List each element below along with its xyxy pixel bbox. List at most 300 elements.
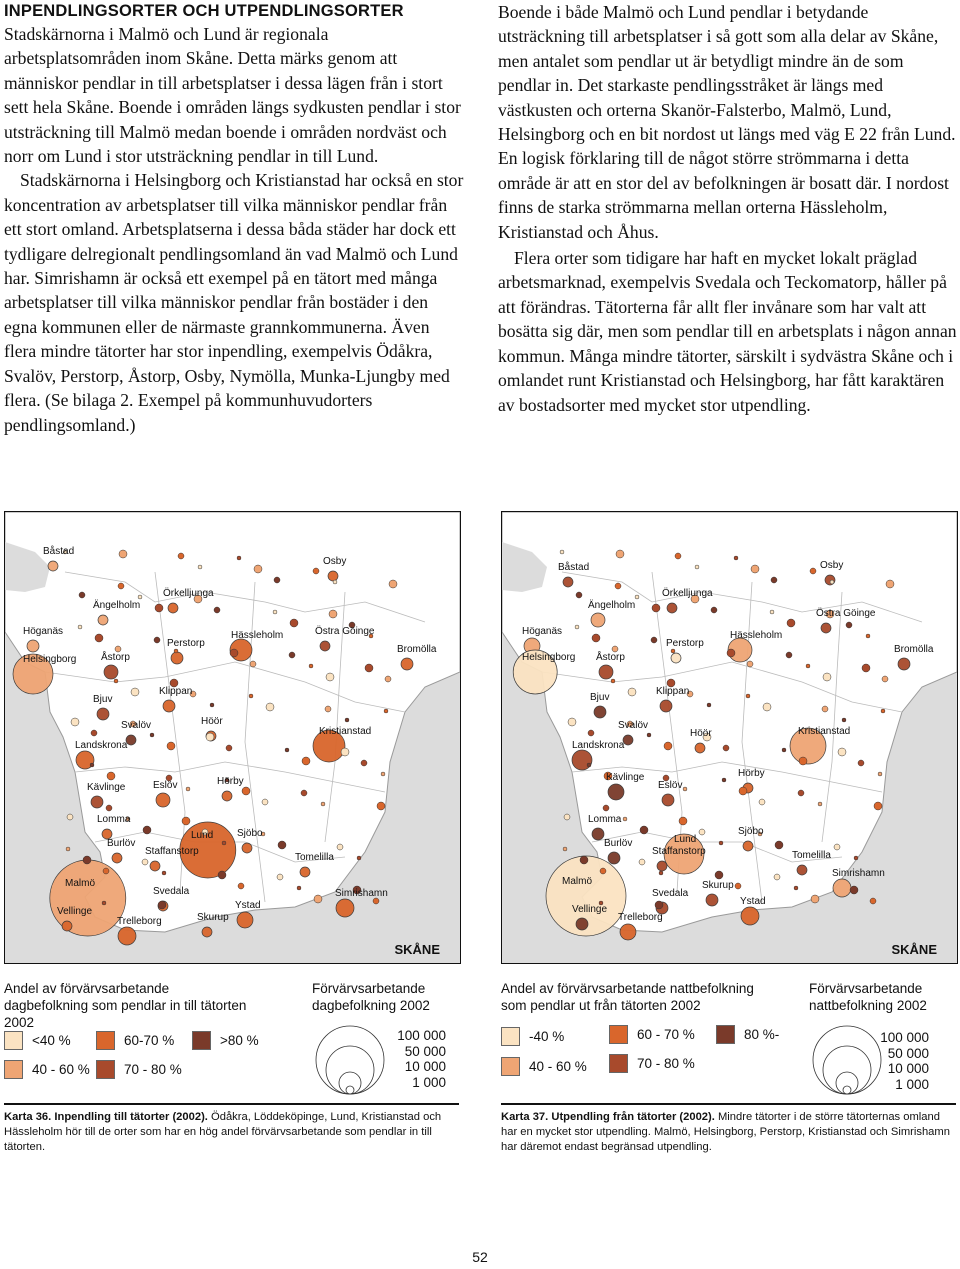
town-label: Malmö xyxy=(562,876,593,887)
small-town-symbol xyxy=(862,664,870,672)
legend-swatch xyxy=(4,1060,23,1079)
town-symbol xyxy=(27,640,39,652)
small-town-symbol xyxy=(727,649,735,657)
small-town-symbol xyxy=(155,604,163,612)
small-town-symbol xyxy=(78,625,82,629)
small-town-symbol xyxy=(206,733,214,741)
small-town-symbol xyxy=(639,859,645,865)
small-town-symbol xyxy=(830,580,834,584)
small-town-symbol xyxy=(734,556,738,560)
small-town-symbol xyxy=(385,676,391,682)
town-label: Bromölla xyxy=(894,644,934,655)
legend-swatch xyxy=(96,1060,115,1079)
small-town-symbol xyxy=(854,856,858,860)
town-label: Lund xyxy=(674,834,697,845)
small-town-symbol xyxy=(214,607,220,613)
town-symbol xyxy=(898,658,910,670)
town-label: Perstorp xyxy=(666,638,704,649)
town-label: Båstad xyxy=(558,562,590,573)
small-town-symbol xyxy=(222,841,226,845)
left-paragraph-2: Stadskärnorna i Helsingborg och Kristianstad har också en stor koncentration av arbetsplatser till vilka människor pendlar från ett stort omland. Arbetsplatserna i dessa båda städer har dock ett tydligare delregionalt pendlingsomland än vad Malmö och Lund har. Simrishamn är också ett exempel på en tätort med många arbetsplatser till vilka människor pendlar från bostäder i den egna kommunen eller de närmaste grannkommunerna. Även flera mindre tätorter har stor inpendling, exempelvis Ödåkra, Svalöv, Perstorp, Åstorp, Osby, Nymölla, Munka-Ljungby med flera. (Se bilaga 2. Exempel på kommunhuvudorters pendlingsomland.) xyxy=(4,170,464,435)
town-symbol xyxy=(320,641,330,651)
small-town-symbol xyxy=(150,733,154,737)
legend-label: 70 - 80 % xyxy=(124,1062,182,1077)
town-label: Lomma xyxy=(588,814,622,825)
small-town-symbol xyxy=(719,841,723,845)
small-town-symbol xyxy=(799,757,807,765)
town-label: Åstorp xyxy=(101,652,130,663)
town-symbol xyxy=(91,796,103,808)
caption-text: Ödåkra, Löddeköpinge, Lund, Kristianstad och Hässleholm hör till de orter som har en hög andel förvärvsarbetande som pendlar in till tätorten. xyxy=(4,1111,442,1153)
small-town-symbol xyxy=(707,703,711,707)
town-label: Bjuv xyxy=(93,694,113,705)
town-label: Östra Göinge xyxy=(816,608,876,619)
legend-label: 40 - 60 % xyxy=(32,1062,90,1077)
small-town-symbol xyxy=(325,706,331,712)
small-town-symbol xyxy=(659,871,663,875)
small-town-symbol xyxy=(262,799,268,805)
town-label: Simrishamn xyxy=(335,888,388,899)
town-symbol xyxy=(576,918,588,930)
small-town-symbol xyxy=(846,622,852,628)
town-label: Svalöv xyxy=(618,720,649,731)
small-town-symbol xyxy=(722,778,726,782)
small-town-symbol xyxy=(226,745,232,751)
small-town-symbol xyxy=(671,649,675,653)
legend-label: 70 - 80 % xyxy=(637,1056,695,1071)
small-town-symbol xyxy=(782,748,786,752)
town-symbol xyxy=(706,894,718,906)
town-symbol xyxy=(237,912,253,928)
town-symbol xyxy=(620,924,636,940)
small-town-symbol xyxy=(79,592,85,598)
small-town-symbol xyxy=(119,550,127,558)
small-town-symbol xyxy=(810,568,816,574)
small-town-symbol xyxy=(337,844,343,850)
town-label: Hörby xyxy=(217,776,244,787)
town-label: Höör xyxy=(690,728,712,739)
town-label: Sjöbo xyxy=(738,826,764,837)
legend-swatch xyxy=(96,1031,115,1050)
small-town-symbol xyxy=(384,709,388,713)
caption-title: Karta 37. Utpendling från tätorter (2002). xyxy=(501,1111,715,1123)
town-symbol xyxy=(660,700,672,712)
town-symbol xyxy=(150,861,160,871)
small-town-symbol xyxy=(249,694,253,698)
small-town-symbol xyxy=(389,580,397,588)
town-symbol xyxy=(667,603,677,613)
small-town-symbol xyxy=(560,550,564,554)
town-symbol xyxy=(104,665,118,679)
caption-text: Mindre tätorter i de större tätorternas omland har en mycket stor utpendling. Malmö, Helsingborg, Perstorp, Kristianstad och Simrishamn har däremot endast begränsad utpendling. xyxy=(501,1111,950,1153)
small-town-symbol xyxy=(811,895,819,903)
small-town-symbol xyxy=(640,826,648,834)
small-town-symbol xyxy=(747,661,753,667)
town-label: Hörby xyxy=(738,768,765,779)
small-town-symbol xyxy=(823,673,831,681)
map-right-svg xyxy=(502,512,957,963)
small-town-symbol xyxy=(886,580,894,588)
town-symbol xyxy=(591,613,605,627)
small-town-symbol xyxy=(91,730,97,736)
town-label: Vellinge xyxy=(572,904,608,915)
town-label: Osby xyxy=(323,556,347,567)
small-town-symbol xyxy=(381,772,385,776)
small-town-symbol xyxy=(345,718,349,722)
town-symbol xyxy=(599,665,613,679)
small-town-symbol xyxy=(143,826,151,834)
small-town-symbol xyxy=(289,652,295,658)
small-town-symbol xyxy=(102,901,106,905)
small-town-symbol xyxy=(242,787,250,795)
legend-size-title: Förvärvsarbetande nattbefolkning 2002 xyxy=(809,981,927,1013)
legend-label: >80 % xyxy=(220,1033,259,1048)
small-town-symbol xyxy=(326,673,334,681)
small-town-symbol xyxy=(739,787,747,795)
small-town-symbol xyxy=(377,802,385,810)
small-town-symbol xyxy=(154,637,160,643)
town-label: Höör xyxy=(201,716,223,727)
small-town-symbol xyxy=(616,550,624,558)
town-label: Bromölla xyxy=(397,644,437,655)
town-label: Landskrona xyxy=(75,740,128,751)
town-symbol xyxy=(171,652,183,664)
town-symbol xyxy=(48,561,58,571)
small-town-symbol xyxy=(114,679,118,683)
small-town-symbol xyxy=(775,841,783,849)
town-symbol xyxy=(657,861,667,871)
small-town-symbol xyxy=(576,592,582,598)
small-town-symbol xyxy=(623,817,627,821)
town-label: Kävlinge xyxy=(606,772,645,783)
town-label: Helsingborg xyxy=(522,652,576,663)
right-paragraph-2: Flera orter som tidigare har haft en mycket lokalt präglad arbetsmarknad, exempelvis Svedala och Teckomatorp, håller på att förändras. Tätorterna får allt fler invånare som har valt att bosätta sig där, men som pendlar till en arbetsplats i någon annan kommun. Många mindre tätorter, särskilt i sydvästra Skåne och i omlandet runt Kristianstad och Helsingborg, har fått karaktären av bostadsorter med mycket stor utpendling. xyxy=(498,248,957,415)
small-town-symbol xyxy=(564,814,570,820)
town-symbol xyxy=(662,794,674,806)
town-symbol xyxy=(695,743,705,753)
town-symbol xyxy=(797,865,807,875)
town-label: Landskrona xyxy=(572,740,625,751)
map-utpendling xyxy=(501,511,958,964)
town-symbol xyxy=(126,735,136,745)
small-town-symbol xyxy=(850,886,858,894)
small-town-symbol xyxy=(71,718,79,726)
town-symbol xyxy=(563,577,573,587)
small-town-symbol xyxy=(592,634,600,642)
small-town-symbol xyxy=(699,829,705,835)
town-symbol xyxy=(741,907,759,925)
legend-title: Andel av förvärvsarbetande nattbefolkning som pendlar ut från tätorten 2002 xyxy=(501,981,754,1013)
region-skane-logo: SKÅNE xyxy=(394,942,440,957)
size-label: 10 000 xyxy=(887,1061,929,1076)
legend-swatch xyxy=(501,1057,520,1076)
right-paragraph-1: Boende i både Malmö och Lund pendlar i betydande utsträckning till arbetsplatser i så gott som alla delar av Skåne, men antalet som pendlar ut är betydligt mindre än de som pendlar in. Det starkaste pendlingsstråket är längs med västkusten och orterna Skanör-Falsterbo, Malmö, Lund, Helsingborg och en bit nordost ut längs med väg E 22 från Lund. En logisk förklaring till de något större strömmarna i detta område är att en stor del av befolkningen är bosatt där. I nordost finns de starka strömmarna mellan orterna Hässleholm, Kristianstad och Åhus. xyxy=(498,2,956,242)
small-town-symbol xyxy=(278,841,286,849)
small-town-symbol xyxy=(167,742,175,750)
page-number: 52 xyxy=(472,1249,488,1265)
town-symbol xyxy=(328,571,338,581)
small-town-symbol xyxy=(138,595,142,599)
small-town-symbol xyxy=(365,664,373,672)
town-symbol xyxy=(163,700,175,712)
small-town-symbol xyxy=(302,757,310,765)
legend-size-labels xyxy=(875,1030,929,1092)
small-town-symbol xyxy=(878,772,882,776)
small-town-symbol xyxy=(198,565,202,569)
legend-label: <40 % xyxy=(32,1033,71,1048)
town-label: Svedala xyxy=(153,886,190,897)
map-inpendling xyxy=(4,511,461,964)
legend-swatch xyxy=(609,1054,628,1073)
left-paragraph-1: Stadskärnorna i Malmö och Lund är regionala arbetsplatsområden inom Skåne. Detta märks genom att människor pendlar in till arbetsplatser i dessa lägen från i stort sett hela Skåne. Boende i områden längs sydkusten pendlar i stor utsträckning till Malmö medan boende i områden nordväst och norr om Lund i stor utsträckning pendlar in till Lund. xyxy=(4,24,461,167)
legend-swatch xyxy=(609,1025,628,1044)
caption-rule xyxy=(4,1103,459,1105)
small-town-symbol xyxy=(774,874,780,880)
small-town-symbol xyxy=(787,619,795,627)
town-symbol xyxy=(50,860,126,936)
town-label: Tomelilla xyxy=(295,852,334,863)
legend-label: -40 % xyxy=(529,1029,565,1044)
town-symbol xyxy=(833,879,851,897)
caption-title: Karta 36. Inpendling till tätorter (2002). xyxy=(4,1111,208,1123)
small-town-symbol xyxy=(107,772,115,780)
legend-swatch xyxy=(192,1031,211,1050)
town-label: Tomelilla xyxy=(792,850,831,861)
town-symbol xyxy=(242,843,252,853)
small-town-symbol xyxy=(182,817,190,825)
small-town-symbol xyxy=(794,886,798,890)
small-town-symbol xyxy=(675,553,681,559)
small-town-symbol xyxy=(178,553,184,559)
small-town-symbol xyxy=(357,856,361,860)
small-town-symbol xyxy=(277,874,283,880)
town-label: Kävlinge xyxy=(87,782,126,793)
small-town-symbol xyxy=(321,802,325,806)
small-town-symbol xyxy=(568,718,576,726)
small-town-symbol xyxy=(881,709,885,713)
caption-left xyxy=(4,1110,459,1155)
small-town-symbol xyxy=(806,664,810,668)
town-label: Ängelholm xyxy=(588,600,636,611)
size-label: 100 000 xyxy=(880,1030,929,1045)
small-town-symbol xyxy=(652,604,660,612)
small-town-symbol xyxy=(695,565,699,569)
town-symbol xyxy=(202,927,212,937)
small-town-symbol xyxy=(237,556,241,560)
size-label: 1 000 xyxy=(895,1076,929,1092)
legend-label: 60 - 70 % xyxy=(637,1027,695,1042)
town-label: Staffanstorp xyxy=(652,846,706,857)
town-label: Höganäs xyxy=(23,626,64,637)
small-town-symbol xyxy=(218,871,226,879)
town-label: Åstorp xyxy=(596,652,625,663)
small-town-symbol xyxy=(142,859,148,865)
small-town-symbol xyxy=(309,664,313,668)
small-town-symbol xyxy=(131,688,139,696)
town-symbol xyxy=(743,841,753,851)
town-label: Örkelljunga xyxy=(163,588,214,599)
size-label: 50 000 xyxy=(887,1045,929,1061)
town-label: Staffanstorp xyxy=(145,846,199,857)
small-town-symbol xyxy=(297,886,301,890)
town-label: Perstorp xyxy=(167,638,205,649)
town-label: Simrishamn xyxy=(832,868,885,879)
town-label: Lomma xyxy=(97,814,131,825)
town-symbol xyxy=(608,852,620,864)
legend-swatch xyxy=(4,1031,23,1050)
legend-size-title: Förvärvsarbetande dagbefolkning 2002 xyxy=(312,981,430,1013)
town-label: Osby xyxy=(820,560,844,571)
small-town-symbol xyxy=(341,748,349,756)
small-town-symbol xyxy=(834,844,840,850)
small-town-symbol xyxy=(103,868,109,874)
town-symbol xyxy=(608,784,624,800)
town-label: Ystad xyxy=(740,896,766,907)
small-town-symbol xyxy=(611,679,615,683)
town-label: Båstad xyxy=(43,546,75,557)
small-town-symbol xyxy=(763,703,771,711)
town-label: Vellinge xyxy=(57,906,93,917)
town-label: Burlöv xyxy=(604,838,633,849)
town-label: Höganäs xyxy=(522,626,563,637)
size-label: 100 000 xyxy=(397,1028,446,1043)
town-symbol xyxy=(671,653,681,663)
small-town-symbol xyxy=(683,787,687,791)
small-town-symbol xyxy=(285,748,289,752)
town-symbol xyxy=(821,623,831,633)
section-heading: INPENDLINGSORTER OCH UTPENDLINGSORTER xyxy=(4,2,404,20)
small-town-symbol xyxy=(751,565,759,573)
town-symbol xyxy=(592,828,604,840)
small-town-symbol xyxy=(882,676,888,682)
small-town-symbol xyxy=(250,661,256,667)
small-town-symbol xyxy=(723,745,729,751)
small-town-symbol xyxy=(313,568,319,574)
region-skane-logo: SKÅNE xyxy=(891,942,937,957)
small-town-symbol xyxy=(238,883,244,889)
town-symbol xyxy=(300,867,310,877)
left-text-column xyxy=(4,0,464,437)
small-town-symbol xyxy=(858,760,864,766)
small-town-symbol xyxy=(329,610,337,618)
small-town-symbol xyxy=(647,733,651,737)
caption-rule xyxy=(501,1103,956,1105)
right-text-column xyxy=(498,0,958,417)
small-town-symbol xyxy=(83,856,91,864)
small-town-symbol xyxy=(603,805,609,811)
small-town-symbol xyxy=(588,730,594,736)
small-town-symbol xyxy=(866,634,870,638)
town-symbol xyxy=(401,658,413,670)
town-label: Svalöv xyxy=(121,720,152,731)
town-label: Trelleborg xyxy=(117,916,162,927)
town-label: Klippan xyxy=(656,686,690,697)
small-town-symbol xyxy=(290,619,298,627)
town-symbol xyxy=(118,927,136,945)
small-town-symbol xyxy=(67,814,73,820)
legend-right xyxy=(501,980,956,1100)
town-label: Kristianstad xyxy=(798,726,851,737)
town-label: Ängelholm xyxy=(93,600,141,611)
town-label: Hässleholm xyxy=(730,630,783,641)
small-town-symbol xyxy=(575,625,579,629)
legend-label: 40 - 60 % xyxy=(529,1059,587,1074)
caption-right xyxy=(501,1110,956,1155)
small-town-symbol xyxy=(162,871,166,875)
size-label: 10 000 xyxy=(404,1059,446,1074)
town-label: Lund xyxy=(191,830,214,841)
small-town-symbol xyxy=(314,895,322,903)
small-town-symbol xyxy=(273,610,277,614)
legend-label: 60-70 % xyxy=(124,1033,175,1048)
town-label: Burlöv xyxy=(107,838,136,849)
small-town-symbol xyxy=(679,817,687,825)
town-label: Malmö xyxy=(65,878,96,889)
legend-left xyxy=(4,980,459,1100)
map-left-svg xyxy=(5,512,460,963)
small-town-symbol xyxy=(870,898,876,904)
small-town-symbol xyxy=(254,565,262,573)
small-town-symbol xyxy=(600,868,606,874)
small-town-symbol xyxy=(301,790,307,796)
small-town-symbol xyxy=(735,883,741,889)
legend-title: Andel av förvärvsarbetande dagbefolkning som pendlar in till tätorten 2002 xyxy=(4,981,247,1030)
small-town-symbol xyxy=(174,649,178,653)
small-town-symbol xyxy=(818,802,822,806)
small-town-symbol xyxy=(210,703,214,707)
town-label: Östra Göinge xyxy=(315,626,375,637)
small-town-symbol xyxy=(95,634,103,642)
small-town-symbol xyxy=(635,595,639,599)
small-town-symbol xyxy=(771,577,777,583)
small-town-symbol xyxy=(822,706,828,712)
size-label: 1 000 xyxy=(412,1074,446,1090)
town-label: Eslöv xyxy=(658,780,683,791)
town-label: Hässleholm xyxy=(231,630,284,641)
town-label: Helsingborg xyxy=(23,654,77,665)
town-symbol xyxy=(594,706,606,718)
town-symbol xyxy=(156,793,170,807)
town-symbol xyxy=(62,921,72,931)
town-label: Klippan xyxy=(159,686,193,697)
town-label: Trelleborg xyxy=(618,912,663,923)
small-town-symbol xyxy=(587,763,591,767)
town-symbol xyxy=(168,603,178,613)
small-town-symbol xyxy=(711,607,717,613)
small-town-symbol xyxy=(580,856,588,864)
small-town-symbol xyxy=(186,787,190,791)
small-town-symbol xyxy=(106,805,112,811)
legend-size-labels xyxy=(394,1028,446,1090)
small-town-symbol xyxy=(118,583,124,589)
small-town-symbol xyxy=(230,649,238,657)
town-label: Örkelljunga xyxy=(662,588,713,599)
small-town-symbol xyxy=(266,703,274,711)
town-symbol xyxy=(98,615,108,625)
town-label: Sjöbo xyxy=(237,828,263,839)
town-label: Ystad xyxy=(235,900,261,911)
small-town-symbol xyxy=(874,802,882,810)
small-town-symbol xyxy=(158,901,166,909)
small-town-symbol xyxy=(759,799,765,805)
town-label: Svedala xyxy=(652,888,689,899)
small-town-symbol xyxy=(274,577,280,583)
small-town-symbol xyxy=(786,652,792,658)
small-town-symbol xyxy=(655,901,663,909)
legend-label: 80 %- xyxy=(744,1027,780,1042)
town-label: Kristianstad xyxy=(319,726,372,737)
small-town-symbol xyxy=(563,847,567,851)
